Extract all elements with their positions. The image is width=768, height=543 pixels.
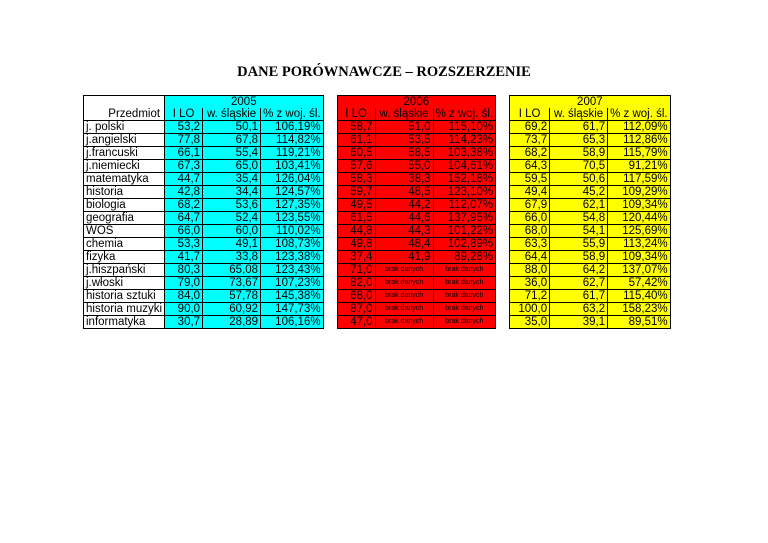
value-cell: 100,0 xyxy=(510,303,550,316)
table-row xyxy=(84,316,671,329)
table-row xyxy=(84,173,671,186)
value-cell: 71,0 xyxy=(337,264,375,277)
value-cell: 158,23% xyxy=(608,303,671,316)
value-cell: 54,8 xyxy=(550,212,608,225)
value-cell: 90,0 xyxy=(165,303,203,316)
value-cell: 120,44% xyxy=(608,212,671,225)
subject-cell: j.włoski xyxy=(84,277,165,290)
value-cell: 126,04% xyxy=(261,173,324,186)
value-cell: 41,7 xyxy=(165,251,203,264)
value-cell: 47,0 xyxy=(337,316,375,329)
value-cell: 88,0 xyxy=(510,264,550,277)
value-cell: 106,19% xyxy=(261,121,324,134)
value-cell: 39,1 xyxy=(550,316,608,329)
value-cell: brak danych xyxy=(375,290,433,303)
column-gap xyxy=(496,186,510,199)
value-cell: 71,2 xyxy=(510,290,550,303)
column-gap xyxy=(496,264,510,277)
value-cell: 41,9 xyxy=(375,251,433,264)
page-title: DANE PORÓWNAWCZE – ROZSZERZENIE xyxy=(237,64,531,80)
column-gap xyxy=(323,277,337,290)
value-cell: 44,6 xyxy=(375,212,433,225)
value-cell: 106,16% xyxy=(261,316,324,329)
header-row-years xyxy=(84,96,671,109)
value-cell: 67,3 xyxy=(165,160,203,173)
value-cell: 64,3 xyxy=(510,160,550,173)
value-cell: 28,89 xyxy=(203,316,261,329)
value-cell: 115,40% xyxy=(608,290,671,303)
value-cell: brak danych xyxy=(433,264,496,277)
value-cell: brak danych xyxy=(433,316,496,329)
value-cell: 109,34% xyxy=(608,199,671,212)
table-row xyxy=(84,199,671,212)
value-cell: 53,2 xyxy=(165,121,203,134)
value-cell: 73,7 xyxy=(510,134,550,147)
value-cell: 55,0 xyxy=(375,160,433,173)
table-row xyxy=(84,134,671,147)
value-cell: 69,2 xyxy=(510,121,550,134)
value-cell: 30,7 xyxy=(165,316,203,329)
column-gap xyxy=(496,303,510,316)
value-cell: 123,10% xyxy=(433,186,496,199)
table-row xyxy=(84,225,671,238)
value-cell: 103,41% xyxy=(261,160,324,173)
year-header-2006: 2006 xyxy=(337,96,496,109)
column-header: I LO xyxy=(510,108,550,121)
column-header: % z woj. śl. xyxy=(433,108,496,121)
value-cell: brak danych xyxy=(433,303,496,316)
value-cell: 127,35% xyxy=(261,199,324,212)
value-cell: 63,3 xyxy=(510,238,550,251)
value-cell: 108,73% xyxy=(261,238,324,251)
value-cell: 33,8 xyxy=(203,251,261,264)
column-gap xyxy=(496,108,510,121)
value-cell: 37,4 xyxy=(337,251,375,264)
value-cell: 59,5 xyxy=(510,173,550,186)
subject-cell: biologia xyxy=(84,199,165,212)
value-cell: 137,07% xyxy=(608,264,671,277)
column-gap xyxy=(323,160,337,173)
value-cell: 68,2 xyxy=(165,199,203,212)
column-gap xyxy=(496,290,510,303)
subject-cell: fizyka xyxy=(84,251,165,264)
column-gap xyxy=(323,251,337,264)
value-cell: 124,57% xyxy=(261,186,324,199)
value-cell: 109,29% xyxy=(608,186,671,199)
value-cell: 59,7 xyxy=(337,186,375,199)
table-row xyxy=(84,264,671,277)
subject-cell: j. polski xyxy=(84,121,165,134)
value-cell: 84,0 xyxy=(165,290,203,303)
column-gap xyxy=(496,277,510,290)
value-cell: 147,73% xyxy=(261,303,324,316)
value-cell: 48,5 xyxy=(375,186,433,199)
value-cell: 137,95% xyxy=(433,212,496,225)
value-cell: 49,4 xyxy=(510,186,550,199)
column-gap xyxy=(496,316,510,329)
value-cell: 51,0 xyxy=(375,121,433,134)
column-header: w. śląskie xyxy=(550,108,608,121)
column-gap xyxy=(496,199,510,212)
value-cell: 49,1 xyxy=(203,238,261,251)
value-cell: 34,4 xyxy=(203,186,261,199)
column-gap xyxy=(496,147,510,160)
subject-cell: WOS xyxy=(84,225,165,238)
value-cell: 42,8 xyxy=(165,186,203,199)
column-gap xyxy=(496,238,510,251)
value-cell: 61,7 xyxy=(550,121,608,134)
value-cell: 44,3 xyxy=(375,225,433,238)
value-cell: 119,21% xyxy=(261,147,324,160)
value-cell: 44,8 xyxy=(337,225,375,238)
value-cell: 35,0 xyxy=(510,316,550,329)
value-cell: 110,02% xyxy=(261,225,324,238)
value-cell: 87,0 xyxy=(337,303,375,316)
value-cell: 57,78 xyxy=(203,290,261,303)
column-header: w. śląskie xyxy=(375,108,433,121)
subject-cell: chemia xyxy=(84,238,165,251)
value-cell: 66,0 xyxy=(510,212,550,225)
subject-cell: geografia xyxy=(84,212,165,225)
comparison-table xyxy=(83,95,671,329)
value-cell: 53,3 xyxy=(165,238,203,251)
value-cell: 123,43% xyxy=(261,264,324,277)
value-cell: 101,22% xyxy=(433,225,496,238)
subject-cell: historia muzyki xyxy=(84,303,165,316)
year-header-2007: 2007 xyxy=(510,96,671,109)
value-cell: 66,0 xyxy=(165,225,203,238)
value-cell: 64,4 xyxy=(510,251,550,264)
column-gap xyxy=(323,121,337,134)
value-cell: 73,67 xyxy=(203,277,261,290)
value-cell: 61,5 xyxy=(337,212,375,225)
value-cell: 102,89% xyxy=(433,238,496,251)
value-cell: 117,59% xyxy=(608,173,671,186)
subject-cell: j.hiszpański xyxy=(84,264,165,277)
value-cell: 62,7 xyxy=(550,277,608,290)
value-cell: 45,2 xyxy=(550,186,608,199)
value-cell: 60,0 xyxy=(203,225,261,238)
value-cell: 123,55% xyxy=(261,212,324,225)
value-cell: 49,5 xyxy=(337,199,375,212)
table-row xyxy=(84,251,671,264)
value-cell: 104,61% xyxy=(433,160,496,173)
subject-header-top xyxy=(84,96,165,109)
table-row xyxy=(84,212,671,225)
column-gap xyxy=(323,212,337,225)
value-cell: 50,1 xyxy=(203,121,261,134)
value-cell: 68,2 xyxy=(510,147,550,160)
value-cell: 65,08 xyxy=(203,264,261,277)
value-cell: 114,82% xyxy=(261,134,324,147)
value-cell: 89,28% xyxy=(433,251,496,264)
value-cell: 152,18% xyxy=(433,173,496,186)
value-cell: 58,5 xyxy=(375,147,433,160)
value-cell: 91,21% xyxy=(608,160,671,173)
value-cell: 49,8 xyxy=(337,238,375,251)
value-cell: 57,6 xyxy=(337,160,375,173)
value-cell: brak danych xyxy=(375,264,433,277)
column-gap xyxy=(496,173,510,186)
value-cell: 67,9 xyxy=(510,199,550,212)
subject-cell: j.niemiecki xyxy=(84,160,165,173)
value-cell: 52,4 xyxy=(203,212,261,225)
value-cell: brak danych xyxy=(375,316,433,329)
value-cell: 64,7 xyxy=(165,212,203,225)
column-gap xyxy=(496,160,510,173)
value-cell: 68,0 xyxy=(510,225,550,238)
value-cell: 57,42% xyxy=(608,277,671,290)
value-cell: 61,1 xyxy=(337,134,375,147)
value-cell: 113,24% xyxy=(608,238,671,251)
value-cell: 50,6 xyxy=(550,173,608,186)
table-row xyxy=(84,238,671,251)
value-cell: 112,09% xyxy=(608,121,671,134)
value-cell: 103,38% xyxy=(433,147,496,160)
column-header: I LO xyxy=(337,108,375,121)
value-cell: 48,4 xyxy=(375,238,433,251)
value-cell: 62,1 xyxy=(550,199,608,212)
column-gap xyxy=(323,173,337,186)
value-cell: 38,3 xyxy=(375,173,433,186)
value-cell: 53,6 xyxy=(203,199,261,212)
column-gap xyxy=(323,199,337,212)
value-cell: 89,51% xyxy=(608,316,671,329)
subject-cell: historia xyxy=(84,186,165,199)
subject-cell: j.francuski xyxy=(84,147,165,160)
column-gap xyxy=(323,238,337,251)
value-cell: 112,86% xyxy=(608,134,671,147)
subject-cell: historia sztuki xyxy=(84,290,165,303)
value-cell: 35,4 xyxy=(203,173,261,186)
value-cell: 53,5 xyxy=(375,134,433,147)
value-cell: 55,9 xyxy=(550,238,608,251)
value-cell: brak danych xyxy=(433,277,496,290)
value-cell: brak danych xyxy=(375,277,433,290)
value-cell: 114,23% xyxy=(433,134,496,147)
value-cell: 54,1 xyxy=(550,225,608,238)
value-cell: 65,0 xyxy=(203,160,261,173)
value-cell: 82,0 xyxy=(337,277,375,290)
year-header-2005: 2005 xyxy=(165,96,324,109)
value-cell: 58,3 xyxy=(337,173,375,186)
value-cell: 44,7 xyxy=(165,173,203,186)
value-cell: 67,8 xyxy=(203,134,261,147)
value-cell: 80,3 xyxy=(165,264,203,277)
value-cell: brak danych xyxy=(375,303,433,316)
column-header: I LO xyxy=(165,108,203,121)
table-row xyxy=(84,290,671,303)
value-cell: 109,34% xyxy=(608,251,671,264)
column-gap xyxy=(323,108,337,121)
column-gap xyxy=(323,225,337,238)
table-row xyxy=(84,186,671,199)
value-cell: 58,7 xyxy=(337,121,375,134)
column-gap xyxy=(496,121,510,134)
value-cell: 115,79% xyxy=(608,147,671,160)
value-cell: 60,92 xyxy=(203,303,261,316)
column-gap xyxy=(496,96,510,109)
value-cell: 64,2 xyxy=(550,264,608,277)
table-row xyxy=(84,147,671,160)
column-gap xyxy=(496,212,510,225)
column-gap xyxy=(496,251,510,264)
value-cell: 125,69% xyxy=(608,225,671,238)
column-header: % z woj. śl. xyxy=(261,108,324,121)
column-gap xyxy=(496,134,510,147)
column-gap xyxy=(323,186,337,199)
subject-cell: informatyka xyxy=(84,316,165,329)
table-row xyxy=(84,121,671,134)
column-gap xyxy=(323,134,337,147)
value-cell: 70,5 xyxy=(550,160,608,173)
value-cell: 107,23% xyxy=(261,277,324,290)
table-row xyxy=(84,303,671,316)
column-gap xyxy=(323,96,337,109)
column-gap xyxy=(323,316,337,329)
value-cell: brak danych xyxy=(433,290,496,303)
subject-cell: matematyka xyxy=(84,173,165,186)
header-row-columns xyxy=(84,108,671,121)
column-header: w. śląskie xyxy=(203,108,261,121)
column-gap xyxy=(323,264,337,277)
table-row xyxy=(84,277,671,290)
value-cell: 61,7 xyxy=(550,290,608,303)
value-cell: 145,38% xyxy=(261,290,324,303)
value-cell: 63,2 xyxy=(550,303,608,316)
value-cell: 65,3 xyxy=(550,134,608,147)
subject-cell: j.angielski xyxy=(84,134,165,147)
value-cell: 123,38% xyxy=(261,251,324,264)
column-gap xyxy=(496,225,510,238)
column-header: % z woj. śl. xyxy=(608,108,671,121)
value-cell: 60,5 xyxy=(337,147,375,160)
value-cell: 44,2 xyxy=(375,199,433,212)
value-cell: 77,8 xyxy=(165,134,203,147)
subject-header: Przedmiot xyxy=(84,108,165,121)
value-cell: 112,07% xyxy=(433,199,496,212)
value-cell: 115,10% xyxy=(433,121,496,134)
value-cell: 58,9 xyxy=(550,147,608,160)
value-cell: 66,1 xyxy=(165,147,203,160)
value-cell: 58,9 xyxy=(550,251,608,264)
value-cell: 79,0 xyxy=(165,277,203,290)
column-gap xyxy=(323,147,337,160)
column-gap xyxy=(323,290,337,303)
column-gap xyxy=(323,303,337,316)
value-cell: 55,4 xyxy=(203,147,261,160)
value-cell: 36,0 xyxy=(510,277,550,290)
value-cell: 68,0 xyxy=(337,290,375,303)
table-row xyxy=(84,160,671,173)
